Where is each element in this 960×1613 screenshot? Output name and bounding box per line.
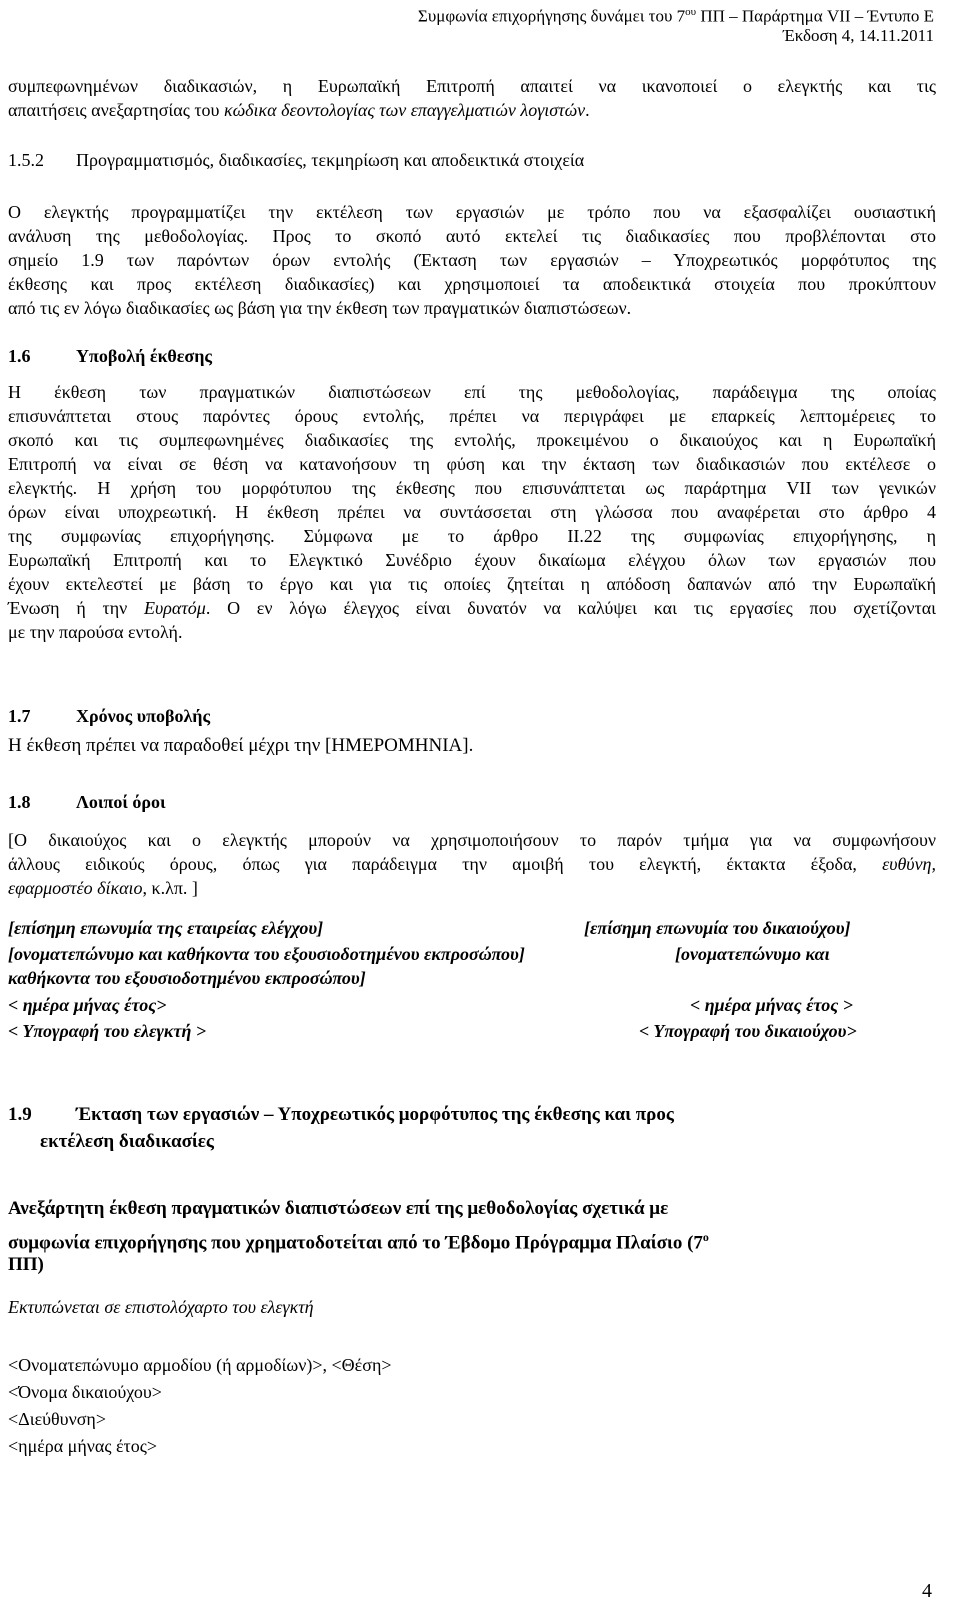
section-1-6-text: Η έκθεση των πραγματικών διαπιστώσεων επί της μεθοδολογίας, παράδειγμα της οποίας επισυνάπτεται στους παρόντες όρους εντολής, πρέπει να περιγράφει με επαρκείς λεπτομέρειες το σκοπό και τις συμπεφωνημένες διαδικασίες της εντολής, προκειμένου ο δικαιούχος και η Ευρωπαϊκή Επιτροπή να είναι σε θέση να κατανοήσουν τη φύση και την έκταση των διαδικασιών που εκτέλεσε ο ελεγκτής. Η χρήση του μορφότυπου της έκθεσης που επισυνάπτεται ως παράρτημα VII των γενικών όρων είναι υποχρεωτική. Η έκθεση πρέπει να συντάσσεται στη γλώσσα που αναφέρεται στο άρθρο 4 της συμφωνίας επιχορήγησης. Σύμφωνα με το άρθρο II.22 της συμφωνίας επιχορήγησης, η Ευρωπαϊκή Επιτροπή και το Ελεγκτικό Συνέδριο έχουν δικαίωμα ελέγχου όλων των εργασιών που έχουν εκτελεστεί με βάση το έργο και για τις οποίες ζητείται η απόδοση δαπανών από την Ευρωπαϊκή Ένωση ή την Ευρατόμ. Ο εν λόγω έλεγχος είναι δυνατόν να καλύψει και τις εργασίες που σχετίζονται με την παρούσα εντολή. bbox=[8, 382, 936, 642]
auditor-representative: [ονοματεπώνυμο και καθήκοντα του εξουσιοδοτημένου εκπροσώπου] bbox=[8, 944, 525, 964]
page-number: 4 bbox=[922, 1580, 932, 1602]
signature-row-companies bbox=[8, 916, 936, 940]
beneficiary-name-placeholder: <Όνομα δικαιούχου> bbox=[8, 1382, 162, 1402]
intro-paragraph: συμπεφωνημένων διαδικασιών, η Ευρωπαϊκή Επιτροπή απαιτεί να ικανοποιεί ο ελεγκτής και τις απαιτήσεις ανεξαρτησίας του κώδικα δεοντολογίας των επαγγελματιών λογιστών. bbox=[8, 76, 936, 120]
section-1-5-2-text: Ο ελεγκτής προγραμματίζει την εκτέλεση των εργασιών με τρόπο που να εξασφαλίζει ουσιαστική ανάλυση της μεθοδολογίας. Προς το σκοπό αυτό εκτελεί τις διαδικασίες που προβλέπονται στο σημείο 1.9 των παρόντων όρων εντολής (Έκταση των εργασιών – Υποχρεωτικός μορφότυπος της έκθεσης και προς εκτέλεση διαδικασίες) και χρησιμοποιεί τα αποδεικτικά στοιχεία που προκύπτουν από τις εν λόγω διαδικασίες ως βάση για την έκθεση των πραγματικών διαπιστώσεων. bbox=[8, 202, 936, 318]
date-placeholder: <ημέρα μήνας έτος> bbox=[8, 1436, 158, 1456]
section-1-8-text: [Ο δικαιούχος και ο ελεγκτής μπορούν να χρησιμοποιήσουν το παρόν τμήμα για να συμφωνήσουν άλλους ειδικούς όρους, όπως για παράδειγμα την αμοιβή του ελεγκτή, έκτακτα έξοδα, ευθύνη, εφαρμοστέο δίκαιο, κ.λπ. ] bbox=[8, 830, 936, 898]
letterhead-note: Εκτυπώνεται σε επιστολόχαρτο του ελεγκτή bbox=[8, 1297, 314, 1317]
signature-row-representatives bbox=[8, 942, 936, 966]
section-heading-1-8: 1.8 Λοιποί όροι bbox=[8, 792, 166, 812]
signature-row-dates bbox=[8, 993, 936, 1017]
beneficiary-company-name: [επίσημη επωνυμία του δικαιούχου] bbox=[584, 918, 851, 938]
section-heading-1-9: 1.9 Έκταση των εργασιών – Υποχρεωτικός μορφότυπος της έκθεσης και προς bbox=[8, 1104, 674, 1125]
section-1-7-text: Η έκθεση πρέπει να παραδοθεί μέχρι την [ΗΜΕΡΟΜΗΝΙΑ]. bbox=[8, 735, 474, 756]
signature-row-representatives-cont: καθήκοντα του εξουσιοδοτημένου εκπροσώπου] bbox=[8, 968, 366, 988]
auditor-signature: < Υπογραφή του ελεγκτή > bbox=[8, 1021, 207, 1041]
signature-row-signatures bbox=[8, 1019, 936, 1043]
report-title-line-2: συμφωνία επιχορήγησης που χρηματοδοτείται από το Έβδομο Πρόγραμμα Πλαίσιο ($7^o$ bbox=[8, 1230, 709, 1254]
beneficiary-signature: < Υπογραφή του δικαιούχου> bbox=[639, 1021, 857, 1041]
running-header-version: Έκδοση 4, 14.11.2011 bbox=[782, 26, 934, 45]
section-heading-1-9-cont: εκτέλεση διαδικασίες bbox=[40, 1131, 214, 1152]
addressee-name-position: <Ονοματεπώνυμο αρμοδίου (ή αρμοδίων)>, <Θέση> bbox=[8, 1355, 392, 1375]
section-heading-1-6: 1.6 Υποβολή έκθεσης bbox=[8, 346, 213, 366]
report-title-line-1: Ανεξάρτητη έκθεση πραγματικών διαπιστώσεων επί της μεθοδολογίας σχετικά με bbox=[8, 1198, 669, 1219]
report-title-line-3: ΠΠ) bbox=[8, 1254, 44, 1275]
address-placeholder: <Διεύθυνση> bbox=[8, 1409, 106, 1429]
section-heading-1-5-2: 1.5.2 Προγραμματισμός, διαδικασίες, τεκμηρίωση και αποδεικτικά στοιχεία bbox=[8, 150, 585, 170]
auditor-date: < ημέρα μήνας έτος> bbox=[8, 995, 167, 1015]
section-heading-1-7: 1.7 Χρόνος υποβολής bbox=[8, 706, 211, 726]
running-header-title: Συμφωνία επιχορήγησης δυνάμει του $7^{o\upsilon}$ ΠΠ – Παράρτημα VII – Έντυπο Ε bbox=[417, 6, 934, 26]
beneficiary-date: < ημέρα μήνας έτος > bbox=[690, 995, 854, 1015]
beneficiary-representative: [ονοματεπώνυμο και bbox=[675, 944, 830, 964]
auditor-company-name: [επίσημη επωνυμία της εταιρείας ελέγχου] bbox=[8, 918, 324, 938]
